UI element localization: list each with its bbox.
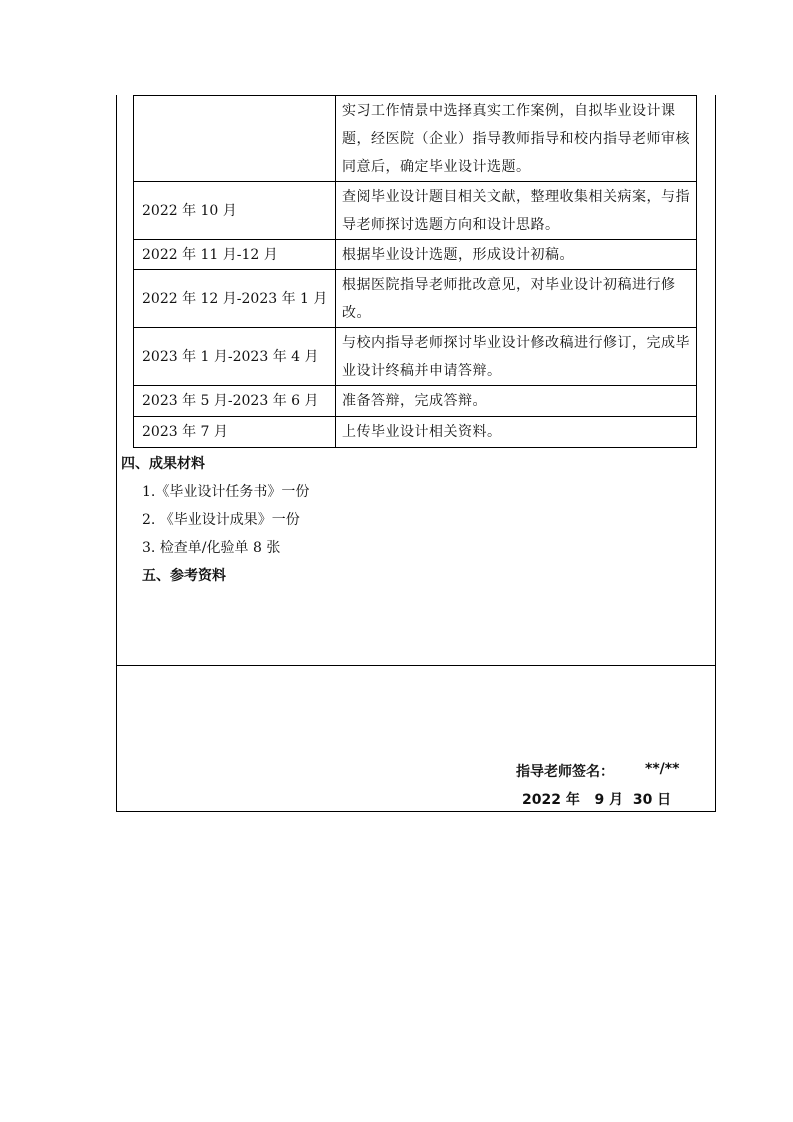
schedule-date: 2023 年 5 月-2023 年 6 月 xyxy=(134,386,336,417)
schedule-date: 2023 年 1 月-2023 年 4 月 xyxy=(134,328,336,386)
schedule-desc: 查阅毕业设计题目相关文献，整理收集相关病案，与指导老师探讨选题方向和设计思路。 xyxy=(336,182,697,240)
signature-label: 指导老师签名： xyxy=(516,764,614,780)
schedule-date: 2022 年 12 月-2023 年 1 月 xyxy=(134,270,336,328)
schedule-desc: 实习工作情景中选择真实工作案例，自拟毕业设计课题，经医院（企业）指导教师指导和校内指导老师审核同意后，确定毕业设计选题。 xyxy=(336,96,697,182)
schedule-desc: 与校内指导老师探讨毕业设计修改稿进行修订，完成毕业设计终稿并申请答辩。 xyxy=(336,328,697,386)
schedule-desc: 上传毕业设计相关资料。 xyxy=(336,417,697,448)
section-5-title: 五、参考资料 xyxy=(142,568,226,584)
section-divider xyxy=(116,665,716,666)
signature-value: **/** xyxy=(645,761,680,777)
table-row xyxy=(134,417,697,448)
schedule-date: 2023 年 7 月 xyxy=(134,417,336,448)
schedule-desc: 准备答辩，完成答辩。 xyxy=(336,386,697,417)
schedule-date xyxy=(134,96,336,182)
table-row xyxy=(134,182,697,240)
schedule-desc: 根据毕业设计选题，形成设计初稿。 xyxy=(336,240,697,270)
deliverable-item: 1.《毕业设计任务书》一份 xyxy=(142,484,310,500)
schedule-date: 2022 年 11 月-12 月 xyxy=(134,240,336,270)
schedule-table xyxy=(133,95,697,448)
section-4-title: 四、成果材料 xyxy=(121,456,205,472)
table-row xyxy=(134,328,697,386)
deliverable-item: 2. 《毕业设计成果》一份 xyxy=(142,512,300,528)
schedule-date: 2022 年 10 月 xyxy=(134,182,336,240)
table-row xyxy=(134,96,697,182)
schedule-desc: 根据医院指导老师批改意见，对毕业设计初稿进行修改。 xyxy=(336,270,697,328)
table-row xyxy=(134,270,697,328)
table-row xyxy=(134,240,697,270)
table-row xyxy=(134,386,697,417)
deliverable-item: 3. 检查单/化验单 8 张 xyxy=(142,540,281,556)
signature-date: 2022 年 9 月 30 日 xyxy=(522,792,672,808)
